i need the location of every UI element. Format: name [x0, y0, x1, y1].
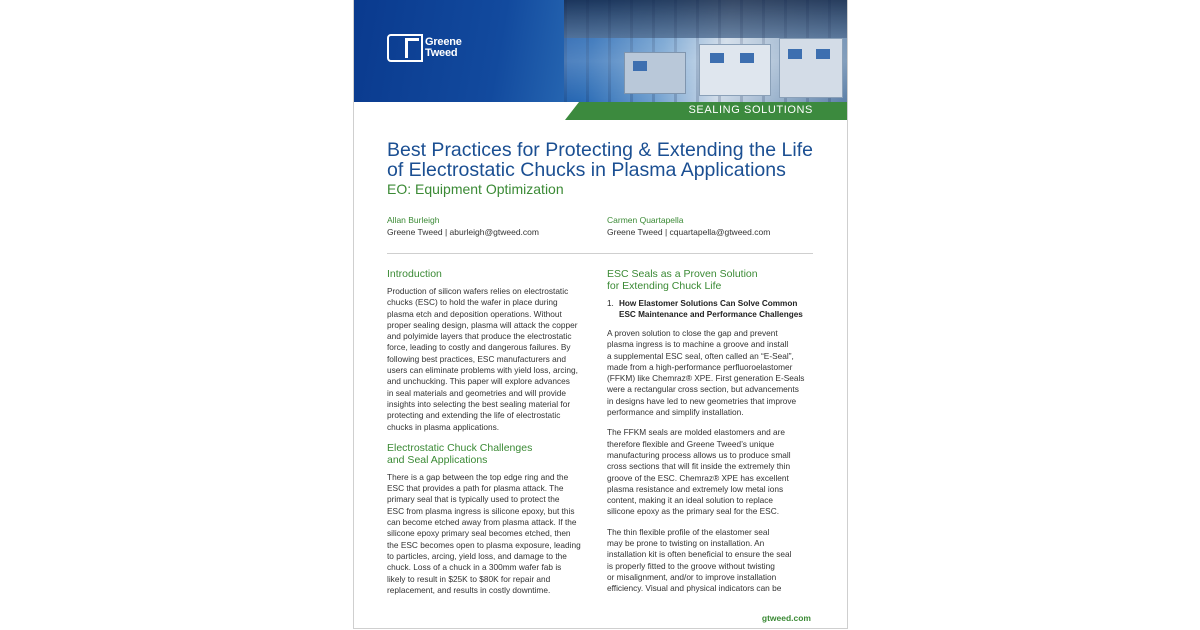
- document-page: [353, 0, 848, 629]
- list-number: 1.: [607, 299, 614, 308]
- left-column: [387, 268, 587, 605]
- intro-heading: Introduction: [387, 268, 442, 280]
- author-name: Carmen Quartapella: [607, 215, 684, 225]
- lab-machine: [624, 52, 686, 94]
- band-notch: [565, 102, 579, 120]
- section-heading: Electrostatic Chuck Challenges and Seal Applications: [387, 441, 533, 466]
- body-paragraph: The thin flexible profile of the elastomer seal may be prone to twisting on installation. An installation kit is often beneficial to ensure the seal is properly fitted to the groove without twisting or misalignment, and/or to improve installation efficiency. Visual and physical indicators can be: [607, 526, 792, 594]
- gt-logo-t-shape: [405, 38, 419, 58]
- lab-machine: [779, 38, 843, 98]
- logo-text-line1: Greene: [425, 36, 462, 48]
- document-subtitle: EO: Equipment Optimization: [387, 181, 564, 197]
- author-block: [387, 214, 539, 238]
- right-column: [607, 268, 813, 604]
- section-paragraph: There is a gap between the top edge ring and the ESC that provides a path for plasma attack. The primary seal that is typically used to protect the ESC from plasma ingress is silicone epoxy, but this can become etched away from plasma attack. If the silicone epoxy primary seal becomes etched, then the ESC becomes open to plasma exposure, leading to particles, arcing, yield loss, and damage to the chuck. Loss of a chuck in a 300mm wafer fab is likely to result in $25K to $80K for repair and replacement, and results in costly downtime.: [387, 471, 581, 595]
- body-paragraph: The FFKM seals are molded elastomers and are therefore flexible and Greene Tweed’s unique manufacturing process allows us to produce small cross sections that will fit inside the extremely thin groove of the ESC. Chemraz® XPE has excellent plasma resistance and extremely low metal ions content, making it an ideal solution to replace silicone epoxy as the primary seal for the ESC.: [607, 427, 791, 517]
- divider: [387, 253, 813, 254]
- logo-text: [425, 37, 462, 59]
- greene-tweed-logo: [387, 34, 467, 64]
- sealing-solutions-label: SEALING SOLUTIONS: [688, 104, 813, 116]
- intro-paragraph: Production of silicon wafers relies on electrostatic chucks (ESC) to hold the wafer in place during plasma etch and deposition operations. Without proper sealing design, plasma will attack the copper and polyimide layers that produce the electrostatic force, leading to costly and dangerous failures. By following best practices, ESC manufacturers and users can eliminate problems with yield loss, arcing, and unchucking. This paper will explore advances in seal materials and geometries and will provide insights into selecting the best sealing material for protecting and extending the life of electrostatic chucks in plasma applications.: [387, 286, 578, 432]
- band-left-white: [354, 102, 565, 120]
- header-banner: [354, 0, 848, 120]
- section-heading: ESC Seals as a Proven Solution for Extending Chuck Life: [607, 268, 758, 292]
- body-paragraph: A proven solution to close the gap and prevent plasma ingress is to machine a groove and install a supplemental ESC seal, often called an “E-Seal”, made from a high-performance perfluoroelastomer (FFKM) like Chemraz® XPE. First generation E-Seals were a rectangular cross section, but advancements in designs have led to new geometries that improve performance and simplify installation.: [607, 328, 805, 418]
- document-title: Best Practices for Protecting & Extending the Life of Electrostatic Chucks in Plasma Applications: [387, 139, 813, 181]
- footer-website-link[interactable]: gtweed.com: [761, 613, 811, 623]
- author-name: Allan Burleigh: [387, 215, 440, 225]
- numbered-subheading: [607, 298, 813, 320]
- author-affiliation: Greene Tweed | cquartapella@gtweed.com: [607, 227, 771, 237]
- author-block: [607, 214, 770, 238]
- author-affiliation: Greene Tweed | aburleigh@gtweed.com: [387, 227, 539, 237]
- lab-machine: [699, 44, 771, 96]
- numbered-subheading-text: How Elastomer Solutions Can Solve Common ESC Maintenance and Performance Challenges: [619, 299, 803, 319]
- logo-text-line2: Tweed: [425, 47, 458, 59]
